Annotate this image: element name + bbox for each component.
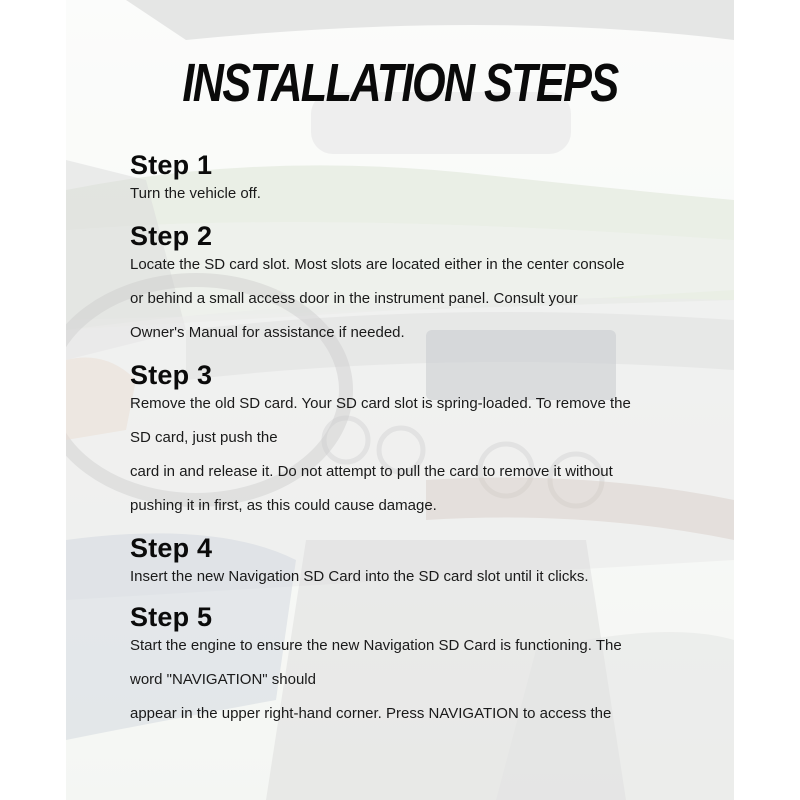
step-text-line: card in and release it. Do not attempt to pull the card to remove it without [130, 463, 613, 480]
step-text-line: pushing it in first, as this could cause damage. [130, 497, 437, 514]
step-3 [130, 360, 720, 528]
page-title: INSTALLATION STEPS [182, 53, 618, 113]
step-2 [130, 221, 720, 355]
step-heading: Step 3 [130, 360, 213, 390]
step-text-line: Owner's Manual for assistance if needed. [130, 324, 405, 341]
step-heading: Step 5 [130, 602, 213, 632]
step-text-line: SD card, just push the [130, 429, 278, 446]
step-heading: Step 1 [130, 150, 213, 180]
step-heading: Step 2 [130, 221, 213, 251]
step-text-line: or behind a small access door in the instrument panel. Consult your [130, 290, 578, 307]
step-text-line: Insert the new Navigation SD Card into the SD card slot until it clicks. [130, 568, 589, 585]
step-text-line: Start the engine to ensure the new Navigation SD Card is functioning. The [130, 637, 622, 654]
step-5 [130, 602, 720, 736]
step-text-line: appear in the upper right-hand corner. Press NAVIGATION to access the [130, 705, 612, 722]
step-text-line: Turn the vehicle off. [130, 185, 261, 202]
step-heading: Step 4 [130, 533, 213, 563]
step-text-line: Remove the old SD card. Your SD card slot is spring-loaded. To remove the [130, 395, 631, 412]
content-panel [66, 0, 734, 800]
step-text-line: word "NAVIGATION" should [130, 671, 316, 688]
step-1 [130, 150, 720, 216]
step-4 [130, 533, 720, 599]
step-text-line: Locate the SD card slot. Most slots are located either in the center console [130, 256, 625, 273]
